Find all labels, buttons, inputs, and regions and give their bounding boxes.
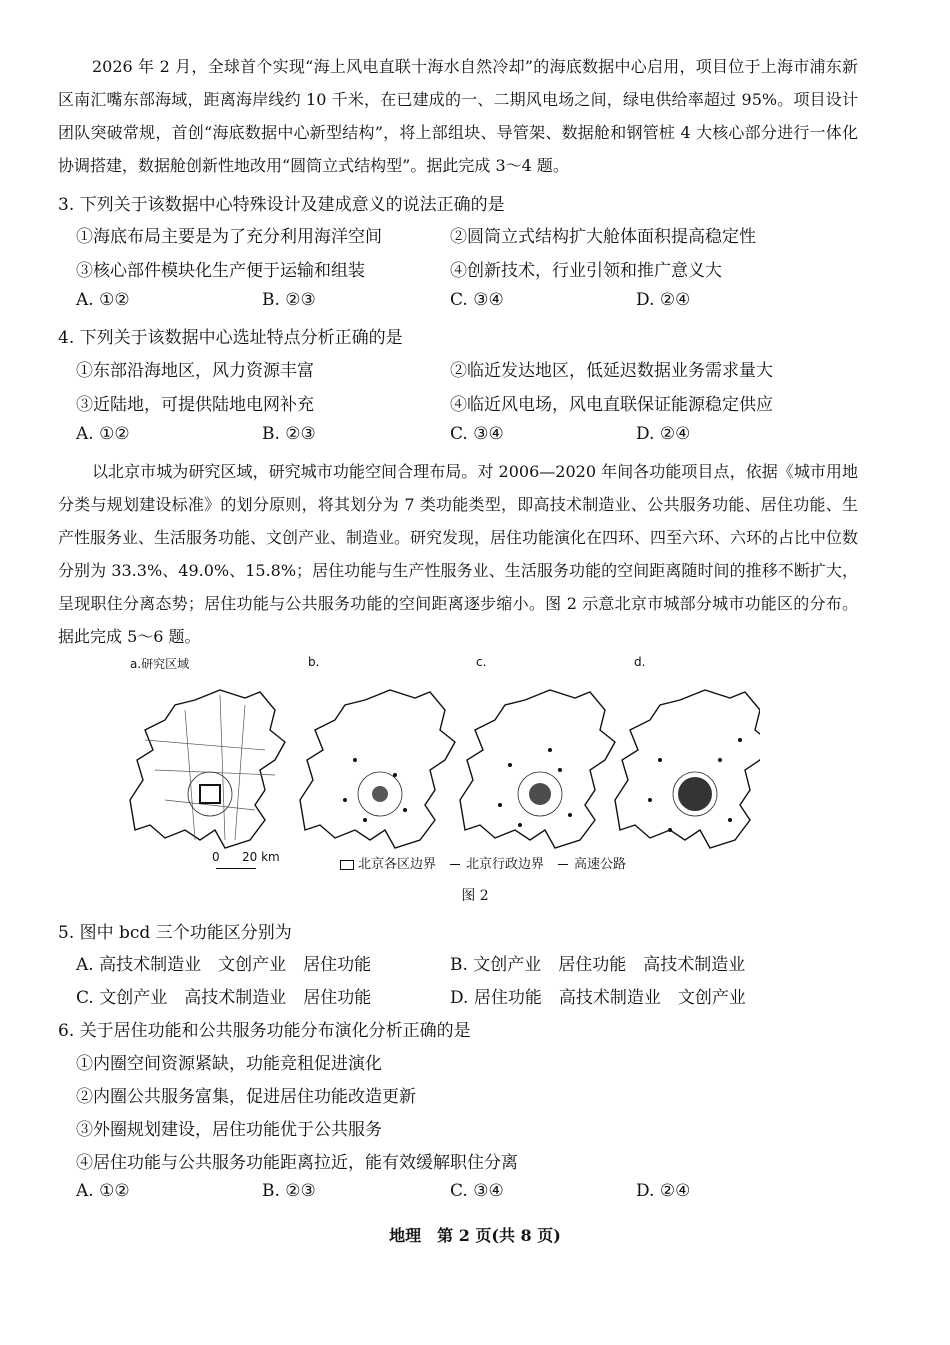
q3-choice-d: D. ②④ (636, 290, 691, 310)
legend-admin-boundary: 北京行政边界 (466, 857, 545, 872)
question-4-stem: 4. 下列关于该数据中心选址特点分析正确的是 (58, 328, 403, 348)
scale-label: 20 km (242, 850, 280, 864)
map-legend (340, 853, 626, 872)
q5-choice-d: D. 居住功能 高技术制造业 文创产业 (450, 988, 746, 1008)
map-b (300, 690, 455, 848)
map-a (130, 690, 285, 848)
q5-choice-a: A. 高技术制造业 文创产业 居住功能 (76, 955, 372, 975)
scale-bar (216, 868, 256, 869)
map-d (615, 690, 760, 848)
q4-option-3: ③近陆地，可提供陆地电网补充 (76, 395, 314, 415)
question-6-stem: 6. 关于居住功能和公共服务功能分布演化分析正确的是 (58, 1021, 471, 1041)
figure-caption: 图 2 (461, 888, 489, 904)
q3-option-4: ④创新技术，行业引领和推广意义大 (450, 261, 722, 281)
q6-option-4: ④居住功能与公共服务功能距离拉近，能有效缓解职住分离 (76, 1153, 518, 1173)
map-a-label: a.研究区域 (130, 657, 190, 671)
q3-choice-b: B. ②③ (262, 290, 316, 310)
q5-choice-b: B. 文创产业 居住功能 高技术制造业 (450, 955, 746, 975)
q4-choice-a: A. ①② (76, 424, 130, 444)
q3-option-1: ①海底布局主要是为了充分利用海洋空间 (76, 227, 382, 247)
q6-choice-c: C. ③④ (450, 1181, 504, 1201)
map-c (460, 690, 615, 848)
q6-option-3: ③外圈规划建设，居住功能优于公共服务 (76, 1120, 382, 1140)
map-b-label: b. (308, 655, 320, 669)
q3-choice-a: A. ①② (76, 290, 130, 310)
map-d-label: d. (634, 655, 646, 669)
question-3-stem: 3. 下列关于该数据中心特殊设计及建成意义的说法正确的是 (58, 195, 505, 215)
q5-choice-c: C. 文创产业 高技术制造业 居住功能 (76, 988, 372, 1008)
q4-choice-b: B. ②③ (262, 424, 316, 444)
q3-option-2: ②圆筒立式结构扩大舱体面积提高稳定性 (450, 227, 756, 247)
q3-option-3: ③核心部件模块化生产便于运输和组装 (76, 261, 365, 281)
admin-boundary-swatch (450, 864, 460, 865)
q4-option-4: ④临近风电场，风电直联保证能源稳定供应 (450, 395, 773, 415)
q6-choice-a: A. ①② (76, 1181, 130, 1201)
q4-option-1: ①东部沿海地区，风力资源丰富 (76, 361, 314, 381)
highway-swatch (558, 864, 568, 865)
figure-2-maps (120, 650, 760, 895)
q6-option-1: ①内圈空间资源紧缺，功能竞租促进演化 (76, 1054, 382, 1074)
passage-1: 2026 年 2 月，全球首个实现“海上风电直联十海水自然冷却”的海底数据中心启用，项目位于上海市浦东新区南汇嘴东部海域，距离海岸线约 10 千米，在已建成的一、二期风电场之间，绿电供给率超过 95%。项目设计团队突破常规，首创“海底数据中心新型结构”，将上部组块、导管架、数据舱和钢管桩 4 大核心部分进行一体化协调搭建，数据舱创新性地改用“圆筒立式结构型”。据此完成 3～4 题。 (58, 57, 858, 175)
q6-option-2: ②内圈公共服务富集，促进居住功能改造更新 (76, 1087, 416, 1107)
q3-choice-c: C. ③④ (450, 290, 504, 310)
district-boundary-swatch (340, 860, 354, 870)
passage-2: 以北京市城为研究区域，研究城市功能空间合理布局。对 2006—2020 年间各功能项目点，依据《城市用地分类与规划建设标准》的划分原则，将其划分为 7 类功能类型，即高技术制造业、公共服务功能、居住功能、生产性服务业、生活服务功能、文创产业、制造业。研究发现，居住功能演化在四环、四至六环、六环的占比中位数分别为 33.3%、49.0%、15.8%；居住功能与生产性服务业、生活服务功能的空间距离随时间的推移不断扩大，呈现职住分离态势；居住功能与公共服务功能的空间距离逐步缩小。图 2 示意北京市城部分城市功能区的分布。据此完成 5～6 题。 (58, 462, 859, 646)
scale-zero: 0 (212, 850, 220, 864)
q6-choice-b: B. ②③ (262, 1181, 316, 1201)
beijing-maps-graphic (120, 670, 760, 875)
map-c-label: c. (476, 655, 487, 669)
q4-choice-d: D. ②④ (636, 424, 691, 444)
q4-option-2: ②临近发达地区，低延迟数据业务需求量大 (450, 361, 773, 381)
legend-highway: 高速公路 (574, 857, 627, 872)
q4-choice-c: C. ③④ (450, 424, 504, 444)
page-footer: 地理 第 2 页(共 8 页) (389, 1226, 561, 1245)
question-5-stem: 5. 图中 bcd 三个功能区分别为 (58, 923, 292, 943)
q6-choice-d: D. ②④ (636, 1181, 691, 1201)
legend-district-boundary: 北京各区边界 (358, 857, 437, 872)
